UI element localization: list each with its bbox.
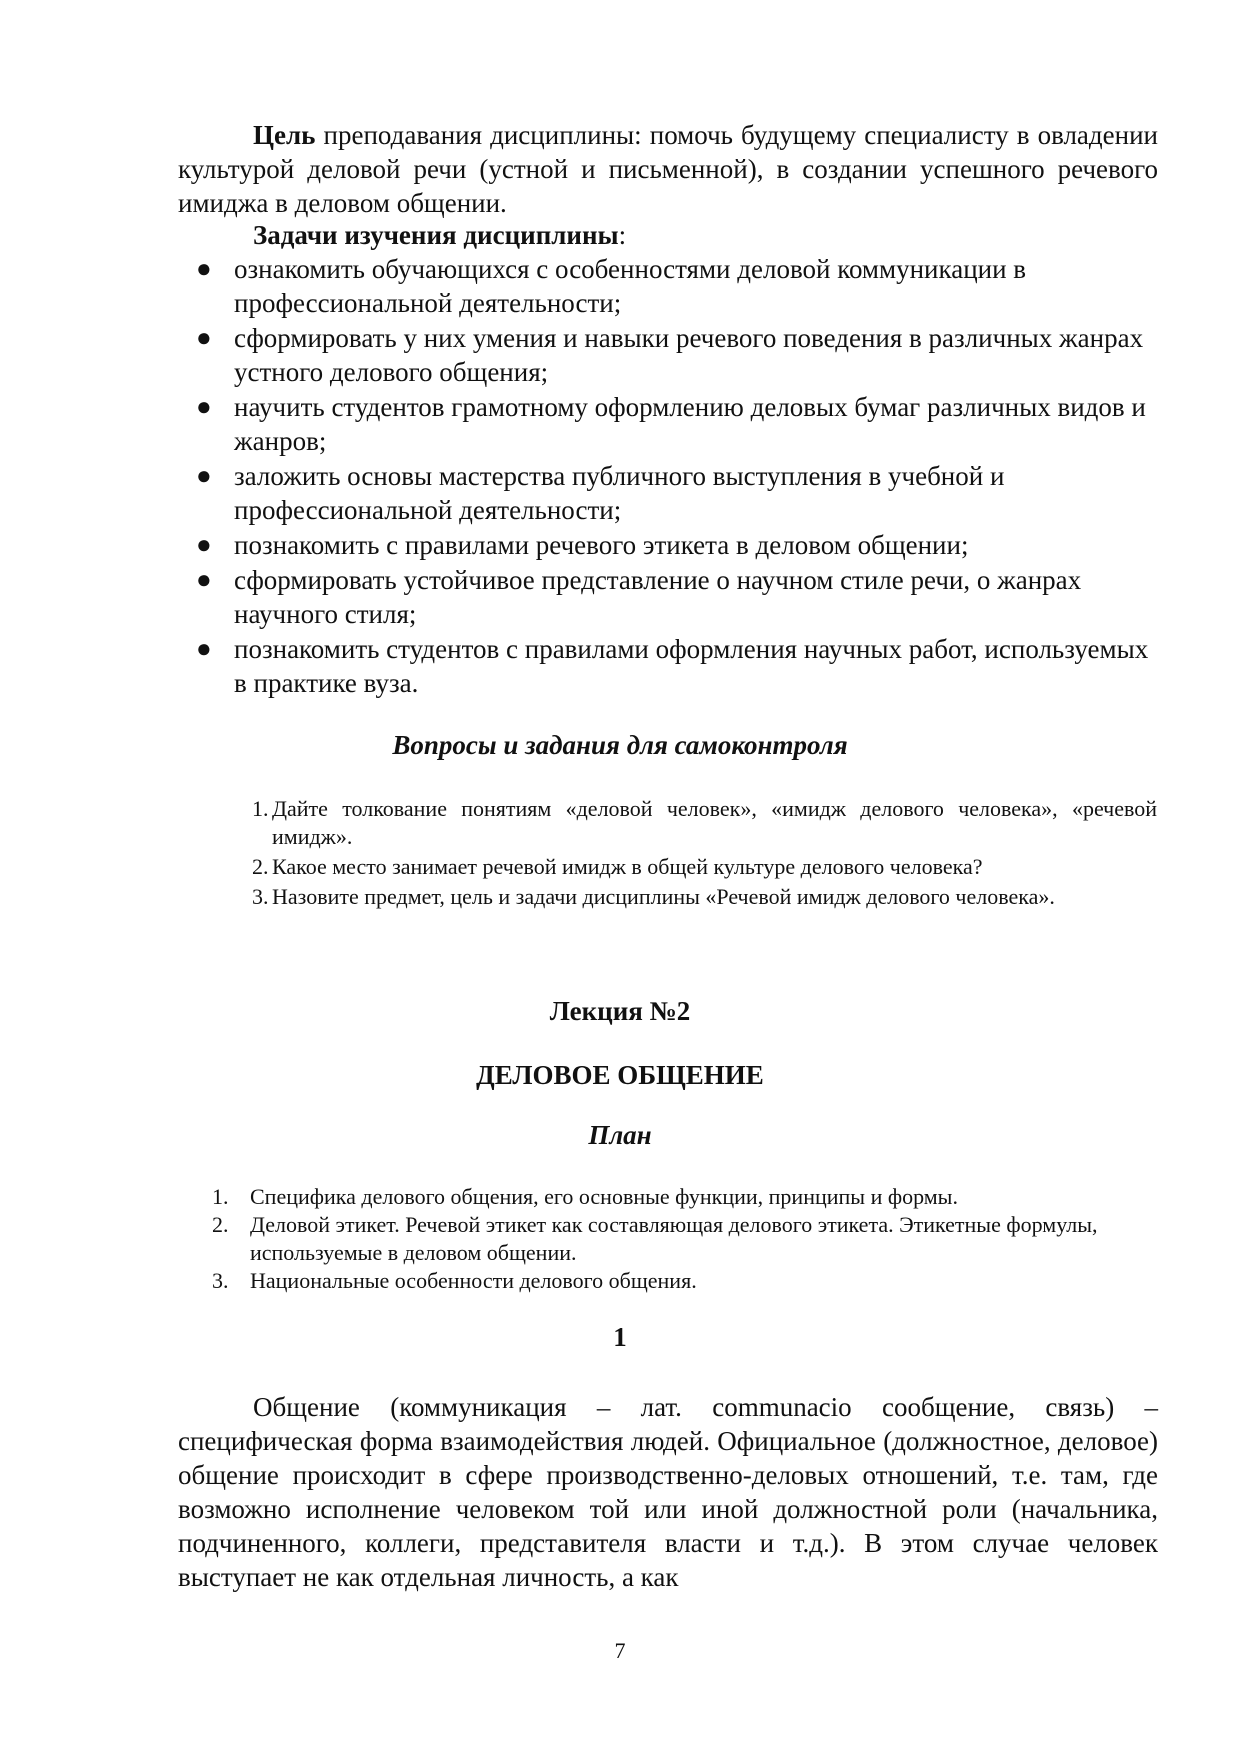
list-item	[178, 321, 1158, 389]
plan-title: План	[588, 1120, 652, 1150]
tasks-title: Задачи изучения дисциплины	[253, 220, 619, 250]
goal-paragraph	[178, 118, 1158, 220]
tasks-heading	[253, 218, 626, 252]
goal-lead: Цель	[253, 120, 316, 150]
question-item	[252, 795, 1157, 851]
plan-text: Деловой этикет. Речевой этикет как составляющая делового этикета. Этикетные формулы, используемые в деловом общении.	[250, 1212, 1098, 1265]
bullet-icon: ●	[196, 634, 212, 663]
plan-text: Специфика делового общения, его основные функции, принципы и формы.	[250, 1184, 958, 1209]
page-number: 7	[614, 1638, 626, 1663]
list-item-text: познакомить с правилами речевого этикета в деловом общении;	[234, 530, 969, 560]
list-item-text: сформировать у них умения и навыки речевого поведения в различных жанрах устного делового общения;	[234, 323, 1144, 387]
self-control-title: Вопросы и задания для самоконтроля	[392, 730, 848, 760]
list-item	[178, 390, 1158, 458]
plan-item	[212, 1211, 1112, 1267]
bullet-icon: ●	[196, 530, 212, 559]
question-number: 2.	[252, 854, 269, 879]
tasks-title-suffix: :	[618, 220, 627, 250]
lecture-title: ДЕЛОВОЕ ОБЩЕНИЕ	[476, 1060, 764, 1090]
question-item	[252, 883, 1157, 911]
bullet-icon: ●	[196, 565, 212, 594]
plan-number: 3.	[212, 1268, 229, 1293]
list-item-text: заложить основы мастерства публичного выступления в учебной и профессиональной деятельности;	[234, 461, 1005, 525]
question-text: Назовите предмет, цель и задачи дисциплины «Речевой имидж делового человека».	[272, 884, 1055, 909]
bullet-icon: ●	[196, 254, 212, 283]
tasks-list	[178, 252, 1158, 701]
self-control-questions	[252, 795, 1157, 913]
plan-item	[212, 1183, 1112, 1211]
list-item	[178, 528, 1158, 562]
plan-item	[212, 1267, 1112, 1295]
plan-text: Национальные особенности делового общения.	[250, 1268, 697, 1293]
plan-list	[212, 1183, 1112, 1295]
bullet-icon: ●	[196, 392, 212, 421]
list-item-text: сформировать устойчивое представление о научном стиле речи, о жанрах научного стиля;	[234, 565, 1082, 629]
question-item	[252, 853, 1157, 881]
bullet-icon: ●	[196, 323, 212, 352]
body-paragraph: Общение (коммуникация – лат. communacio сообщение, связь) – специфическая форма взаимодействия людей. Официальное (должностное, деловое) общение происходит в сфере производственно-деловых отношений, т.е. там, где возможно исполнение человеком той или иной должностной роли (начальника, подчиненного, коллеги, представителя власти и т.д.). В этом случае человек выступает не как отдельная личность, а как	[178, 1392, 1158, 1592]
question-text: Дайте толкование понятиям «деловой человек», «имидж делового человека», «речевой имидж».	[272, 796, 1157, 849]
list-item-text: познакомить студентов с правилами оформления научных работ, используемых в практике вуза.	[234, 634, 1149, 698]
question-text: Какое место занимает речевой имидж в общей культуре делового человека?	[272, 854, 983, 879]
lecture-number: Лекция №2	[549, 996, 691, 1026]
section-number: 1	[613, 1322, 627, 1352]
plan-number: 2.	[212, 1212, 229, 1237]
plan-number: 1.	[212, 1184, 229, 1209]
question-number: 3.	[252, 884, 269, 909]
goal-text: преподавания дисциплины: помочь будущему специалисту в овладении культурой деловой речи (устной и письменной), в создании успешного речевого имиджа в деловом общении.	[178, 120, 1158, 218]
list-item	[178, 632, 1158, 700]
question-number: 1.	[252, 796, 269, 821]
list-item-text: научить студентов грамотному оформлению деловых бумаг различных видов и жанров;	[234, 392, 1146, 456]
list-item	[178, 563, 1158, 631]
list-item-text: ознакомить обучающихся с особенностями деловой коммуникации в профессиональной деятельности;	[234, 254, 1027, 318]
list-item	[178, 459, 1158, 527]
bullet-icon: ●	[196, 461, 212, 490]
list-item	[178, 252, 1158, 320]
